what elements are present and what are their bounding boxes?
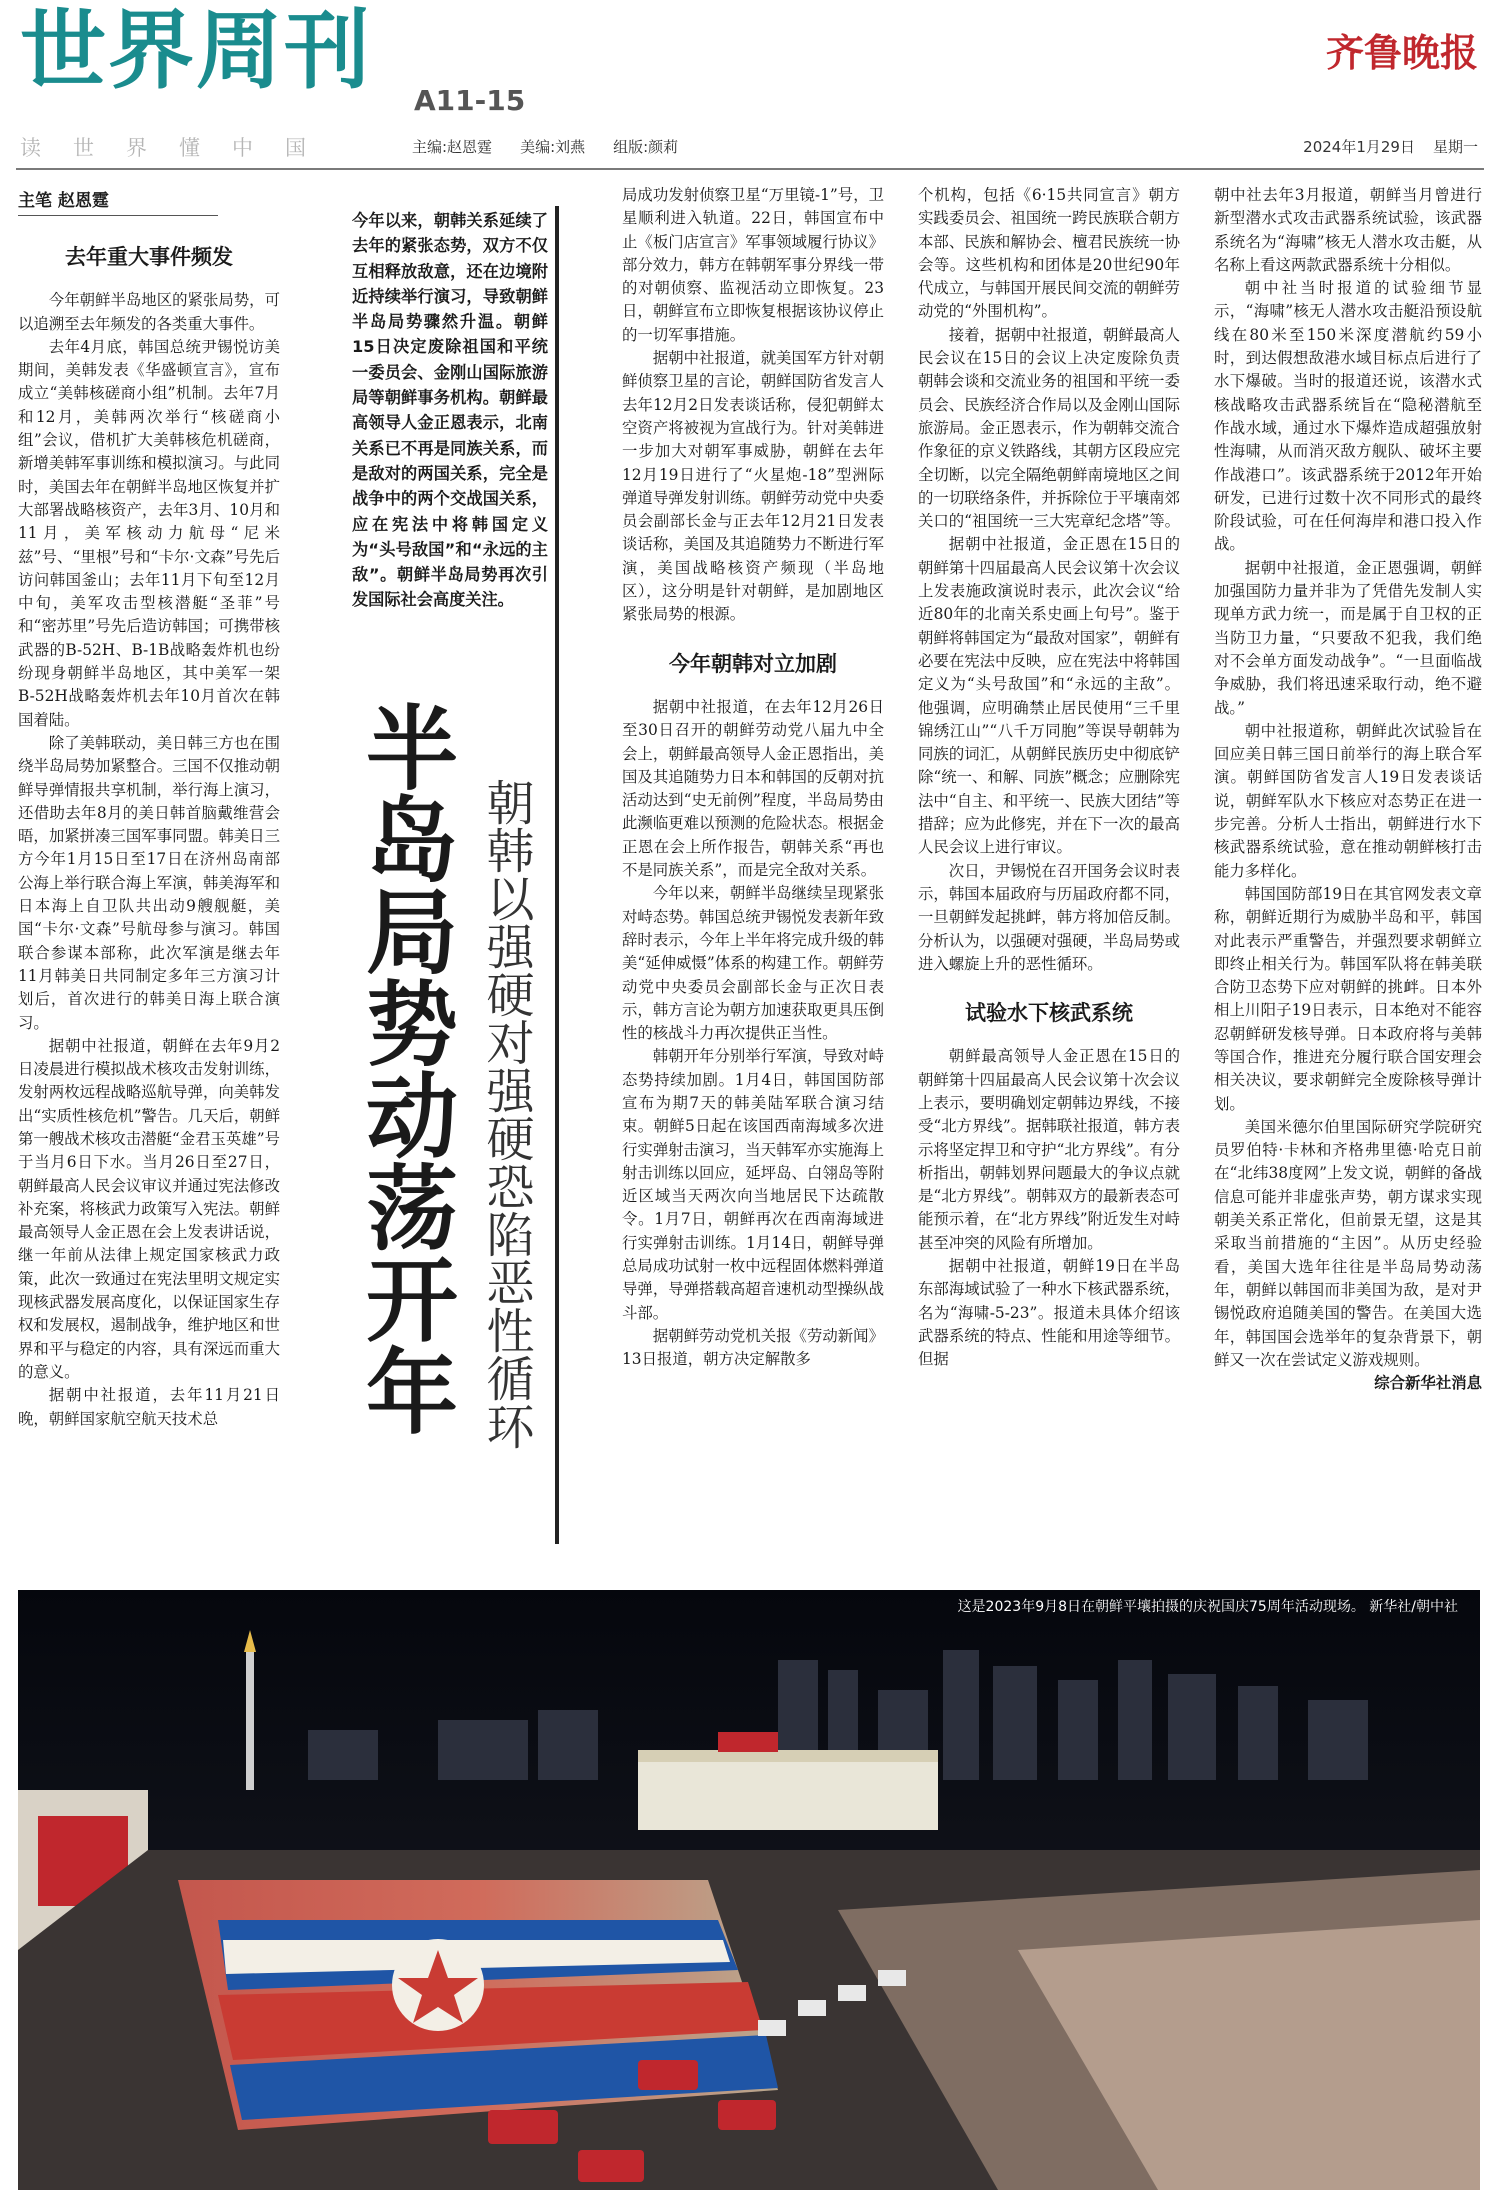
slogan-char: 中 — [232, 136, 253, 160]
paragraph: 据朝中社报道，朝鲜19日在半岛东部海域试验了一种水下核武器系统，名为“海啸-5-23”。报道未具体介绍该武器系统的特点、性能和用途等细节。但据 — [918, 1257, 1180, 1369]
paragraph: 朝中社去年3月报道，朝鲜当月曾进行新型潜水式攻击武器系统试验，该武器系统名为“海啸”核无人潜水攻击艇，从名称上看这两款武器系统十分相似。 — [1214, 186, 1482, 274]
paragraph: 美国米德尔伯里国际研究学院研究员罗伯特·卡林和齐格弗里德·哈克日前在“北纬38度网”上发文说，朝鲜的备战信息可能并非虚张声势，朝方谋求实现朝美关系正常化，但前景无望，这是其采取当前措施的“主因”。从历史经验看，美国大选年往往是半岛局势动荡年，朝鲜以韩国而非美国为敌，是对尹锡悦政府追随美国的警告。在美国大选年，韩国国会选举年的复杂背景下，朝鲜又一次在尝试定义游戏规则。 — [1214, 1117, 1482, 1369]
issue-date: 2024年1月29日 — [1303, 138, 1415, 156]
paragraph: 据朝鲜劳动党机关报《劳动新闻》13日报道，朝方决定解散多 — [622, 1326, 884, 1369]
paragraph: 据朝中社报道，金正恩强调，朝鲜加强国防力量并非为了凭借先发制人实现单方武力统一，而是属于自卫权的正当防卫力量，“只要敌不犯我，我们绝对不会单方面发动战争”。“一旦面临战争威胁，我们将迅速采取行动，绝不避战。” — [1214, 558, 1482, 717]
article-column-4 — [1214, 184, 1482, 1566]
section-heading: 今年朝韩对立加剧 — [669, 651, 837, 676]
paragraph: 朝中社当时报道的试验细节显示，“海啸”核无人潜水攻击艇沿预设航线在80米至150米深度潜航约59小时，到达假想敌港水域目标点后进行了水下爆破。当时的报道还说，该潜水式核战略攻击武器系统旨在“隐秘潜航至作战水域，通过水下爆炸造成超强放射性海啸，从而消灭敌方舰队、破坏主要作战港口”。该武器系统于2012年开始研发，已进行过数十次不同形式的最终阶段试验，可在任何海岸和港口投入作战。 — [1214, 279, 1482, 554]
dateline — [1303, 136, 1478, 157]
byline: 主笔 赵恩霆 — [18, 186, 218, 216]
paragraph: 局成功发射侦察卫星“万里镜-1”号，卫星顺利进入轨道。22日，韩国宣布中止《板门店宣言》军事领域履行协议》部分效力，韩方在韩朝军事分界线一带的对朝侦察、监视活动立即恢复。23日，朝鲜宣布立即恢复根据该协议停止的一切军事措施。 — [622, 186, 884, 344]
staff-credits — [412, 136, 678, 157]
issue-weekday: 星期一 — [1432, 138, 1478, 156]
lead-paragraph: 今年以来，朝韩关系延续了去年的紧张态势，双方不仅互相释放敌意，还在边境附近持续举行演习，导致朝鲜半岛局势骤然升温。朝鲜15日决定废除祖国和平统一委员会、金刚山国际旅游局等朝鲜事务机构。朝鲜最高领导人金正恩表示，北南关系已不再是同族关系，而是敌对的两国关系，完全是战争中的两个交战国关系，应在宪法中将韩国定义为“头号敌国”和“永远的主敌”。朝鲜半岛局势再次引发国际社会高度关注。 — [352, 211, 548, 610]
section-heading: 试验水下核武系统 — [965, 1001, 1133, 1026]
paragraph: 今年朝鲜半岛地区的紧张局势，可以追溯至去年频发的各类重大事件。 — [18, 291, 280, 333]
newspaper-logo: 齐鲁晚报 — [1325, 30, 1478, 75]
parade-night-scene — [18, 1590, 1480, 2190]
paragraph: 据朝中社报道，去年11月21日晚，朝鲜国家航空航天技术总 — [18, 1386, 280, 1428]
headline-rule — [555, 206, 559, 1544]
editor-credit: 主编:赵恩霆 — [412, 138, 493, 156]
paragraph: 除了美韩联动，美日韩三方也在围绕半岛局势加紧整合。三国不仅推动朝鲜导弹情报共享机制，举行海上演习，还借助去年8月的美日韩首脑戴维营会晤，加紧拼凑三国军事同盟。韩美日三方今年1月15日至17日在济州岛南部公海上举行联合海上军演，韩美海军和日本海上自卫队共出动9艘舰艇，美国“卡尔·文森”号航母参与演习。韩国联合参谋本部称，此次军演是继去年11月韩美日共同制定多年三方演习计划后，首次进行的韩美日海上联合演习。 — [18, 733, 280, 1032]
paragraph: 据朝中社报道，在去年12月26日至30日召开的朝鲜劳动党八届九中全会上，朝鲜最高领导人金正恩指出，美国及其追随势力日本和韩国的反朝对抗活动达到“史无前例”程度，半岛局势由此濒临更难以预测的危险状态。根据金正恩在会上所作报告，朝韩关系“再也不是同族关系”，而是完全敌对关系。 — [622, 697, 884, 880]
news-photo — [18, 1590, 1480, 2190]
paragraph: 据朝中社报道，金正恩在15日的朝鲜第十四届最高人民会议第十次会议上发表施政演说时表示，此次会议“给近80年的北南关系史画上句号”。鉴于朝鲜将韩国定为“最敌对国家”，朝鲜有必要在宪法中反映，应在宪法中将韩国定义为“头号敌国”和“永远的主敌”。他强调，应明确禁止居民使用“三千里锦绣江山”“八千万同胞”等误导朝韩为同族的词汇，从朝鲜民族历史中彻底铲除“统一、和解、同族”概念；应删除宪法中“自主、和平统一、民族大团结”等措辞；应为此修宪，并在下一次的最高人民会议上进行审议。 — [918, 535, 1180, 857]
page-code: A11-15 — [414, 84, 526, 117]
photo-caption: 这是2023年9月8日在朝鲜平壤拍摄的庆祝国庆75周年活动现场。 新华社/朝中社 — [957, 1599, 1458, 1615]
masthead-divider — [16, 168, 1484, 170]
article-column-3 — [918, 184, 1180, 1566]
paragraph: 次日，尹锡悦在召开国务会议时表示，韩国本届政府与历届政府都不同，一旦朝鲜发起挑衅，韩方将加倍反制。分析认为，以强硬对强硬，半岛局势或进入螺旋上升的恶性循环。 — [918, 861, 1180, 973]
paragraph: 朝鲜最高领导人金正恩在15日的朝鲜第十四届最高人民会议第十次会议上表示，要明确划定朝韩边界线，不接受“北方界线”。据韩联社报道，韩方表示将坚定捍卫和守护“北方界线”。有分析指出，朝韩划界问题最大的争议点就是“北方界线”。朝韩双方的最新表态可能预示着，在“北方界线”附近发生对峙甚至冲突的风险有所增加。 — [918, 1047, 1180, 1252]
paragraph: 接着，据朝中社报道，朝鲜最高人民会议在15日的会议上决定废除负责朝韩会谈和交流业务的祖国和平统一委员会、民族经济合作局以及金刚山国际旅游局。金正恩表示，作为朝韩交流合作象征的京义铁路线，其朝方区段应完全切断，以完全隔绝朝鲜南境地区之间的一切联络条件，并拆除位于平壤南郊关口的“祖国统一三大宪章纪念塔”等。 — [918, 325, 1180, 531]
main-headline: 半岛局势动荡开年 — [351, 700, 458, 1436]
article-column-1 — [18, 212, 280, 1566]
article-credit: 综合新华社消息 — [1374, 1374, 1482, 1393]
sub-headline: 朝韩以强硬对强硬恐陷恶性循环 — [478, 778, 534, 1450]
paragraph: 韩国国防部19日在其官网发表文章称，朝鲜近期行为威胁半岛和平，韩国对此表示严重警告，并强烈要求朝鲜立即终止相关行为。韩国军队将在韩美联合防卫态势下应对朝鲜的挑衅。日本外相上川阳子19日表示，日本绝对不能容忍朝鲜研发核导弹。日本政府将与美韩等国合作，推进充分履行联合国安理会相关决议，要求朝鲜完全废除核导弹计划。 — [1214, 884, 1482, 1113]
paragraph: 据朝中社报道，就美国军方针对朝鲜侦察卫星的言论，朝鲜国防省发言人去年12月2日发表谈话称，侵犯朝鲜太空资产将被视为宣战行为。针对美韩进一步加大对朝军事威胁，朝鲜在去年12月19日进行了“火星炮-18”型洲际弹道导弹发射训练。朝鲜劳动党中央委员会副部长金与正去年12月21日发表谈话称，美国及其追随势力不断进行军演，美国战略核资产频现（半岛地区），这分明是针对朝鲜，是加剧地区紧张局势的根源。 — [622, 349, 884, 624]
slogan-char: 世 — [73, 136, 94, 160]
slogan-char: 懂 — [179, 136, 200, 160]
designer-credit: 美编:刘燕 — [520, 138, 586, 156]
paragraph: 韩朝开年分别举行军演，导致对峙态势持续加剧。1月4日，韩国国防部宣布为期7天的韩美陆军联合演习结束。朝鲜5日起在该国西南海域多次进行实弹射击演习，当天韩军亦实施海上射击训练以回应，延坪岛、白翎岛等附近区域当天两次向当地居民下达疏散令。1月7日，朝鲜再次在西南海域进行实弹射击训练。1月14日，朝鲜导弹总局成功试射一枚中远程固体燃料弹道导弹，导弹搭载高超音速机动型操纵战斗部。 — [622, 1047, 884, 1322]
slogan-char: 国 — [285, 136, 306, 160]
slogan — [20, 132, 306, 162]
paragraph: 据朝中社报道，朝鲜在去年9月2日凌晨进行模拟战术核攻击发射训练，发射两枚远程战略巡航导弹，向美韩发出“实质性核危机”警告。几天后，朝鲜第一艘战术核攻击潜艇“金君玉英雄”号于当月6日下水。当月26日至27日，朝鲜最高人民会议审议并通过宪法修改补充案，将核武力政策写入宪法。朝鲜最高领导人金正恩在会上发表讲话说，继一年前从法律上规定国家核武力政策，此次一致通过在宪法里明文规定实现核武器发展高度化，以保证国家生存权和发展权，遏制战争，维护地区和世界和平与稳定的内容，具有深远而重大的意义。 — [18, 1036, 280, 1381]
section-title: 世界周刊 — [20, 1, 372, 101]
paragraph: 个机构，包括《6·15共同宣言》朝方实践委员会、祖国统一跨民族联合朝方本部、民族和解协会、檀君民族统一协会等。这些机构和团体是20世纪90年代成立，与韩国开展民间交流的朝鲜劳动党的“外围机构”。 — [918, 186, 1180, 321]
slogan-char: 界 — [126, 136, 147, 160]
paragraph: 今年以来，朝鲜半岛继续呈现紧张对峙态势。韩国总统尹锡悦发表新年致辞时表示，今年上半年将完成升级的韩美“延伸威慑”体系的构建工作。朝鲜劳动党中央委员会副部长金与正次日表示，韩方言论为朝方加速获取更具压倒性的核战斗力再次提供正当性。 — [622, 884, 884, 1043]
paragraph: 去年4月底，韩国总统尹锡悦访美期间，美韩发表《华盛顿宣言》，宣布成立“美韩核磋商小组”机制。去年7月和12月，美韩两次举行“核磋商小组”会议，借机扩大美韩核危机磋商，新增美韩军事训练和模拟演习。与此同时，美国去年在朝鲜半岛地区恢复并扩大部署战略核资产，去年3月、10月和11月，美军核动力航母“尼米兹”号、“里根”号和“卡尔·文森”号先后访问韩国釜山；去年11月下旬至12月中旬，美军攻击型核潜艇“圣菲”号和“密苏里”号先后造访韩国；可携带核武器的B-52H、B-1B战略轰炸机也纷纷现身朝鲜半岛地区，其中美军一架B-52H战略轰炸机去年10月首次在韩国着陆。 — [18, 337, 280, 729]
paragraph: 朝中社报道称，朝鲜此次试验旨在回应美日韩三国日前举行的海上联合军演。朝鲜国防省发言人19日发表谈话说，朝鲜军队水下核应对态势正在进一步完善。分析人士指出，朝鲜进行水下核武器系统试验，意在推动朝鲜核打击能力多样化。 — [1214, 721, 1482, 880]
proofreader-credit: 组版:颜莉 — [613, 138, 679, 156]
section-heading: 去年重大事件频发 — [65, 245, 233, 269]
article-column-2 — [622, 184, 884, 1566]
slogan-char: 读 — [20, 136, 41, 160]
